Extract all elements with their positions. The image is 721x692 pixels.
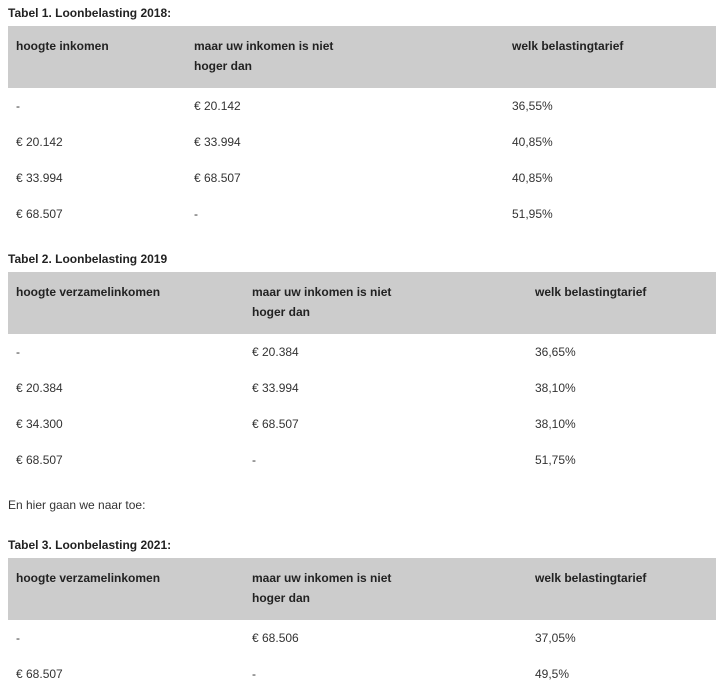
table-row xyxy=(8,160,716,196)
table-cell: € 68.506 xyxy=(252,631,299,645)
table-2 xyxy=(8,272,716,478)
table-cell: - xyxy=(194,207,198,221)
table-cell: 38,10% xyxy=(535,381,576,395)
table-cell: € 20.384 xyxy=(252,345,299,359)
table-cell: € 20.142 xyxy=(194,99,241,113)
column-header: maar uw inkomen is niet hoger dan xyxy=(186,26,504,88)
table-row xyxy=(8,196,716,232)
table-cell: 36,55% xyxy=(512,99,553,113)
table-cell: € 68.507 xyxy=(252,417,299,431)
table-3-caption: Tabel 3. Loonbelasting 2021: xyxy=(8,538,172,552)
column-header: maar uw inkomen is niet hoger dan xyxy=(244,558,527,620)
table-row xyxy=(8,124,716,160)
table-cell: 49,5% xyxy=(535,667,570,681)
table-row xyxy=(8,88,716,124)
column-header: welk belastingtarief xyxy=(504,26,716,88)
table-cell: 36,65% xyxy=(535,345,576,359)
table-cell: € 33.994 xyxy=(194,135,241,149)
table-cell: 40,85% xyxy=(512,171,553,185)
table-row xyxy=(8,656,716,692)
table-row xyxy=(8,406,716,442)
table-cell: € 68.507 xyxy=(16,207,63,221)
column-header: welk belastingtarief xyxy=(527,272,716,334)
column-header: maar uw inkomen is niet hoger dan xyxy=(244,272,527,334)
table-cell: 37,05% xyxy=(535,631,576,645)
table-1-caption: Tabel 1. Loonbelasting 2018: xyxy=(8,6,172,20)
table-cell: € 33.994 xyxy=(252,381,299,395)
table-header-row xyxy=(8,26,716,88)
table-1 xyxy=(8,26,716,232)
table-cell: 51,95% xyxy=(512,207,553,221)
table-header-row xyxy=(8,558,716,620)
column-header: hoogte inkomen xyxy=(8,26,186,88)
table-3 xyxy=(8,558,716,692)
table-row xyxy=(8,334,716,370)
column-header: welk belastingtarief xyxy=(527,558,716,620)
table-cell: 51,75% xyxy=(535,453,576,467)
table-cell: - xyxy=(252,453,256,467)
table-cell: € 33.994 xyxy=(16,171,63,185)
table-cell: € 68.507 xyxy=(16,667,63,681)
column-header: hoogte verzamelinkomen xyxy=(8,558,244,620)
table-cell: - xyxy=(252,667,256,681)
table-cell: € 20.142 xyxy=(16,135,63,149)
table-cell: € 68.507 xyxy=(16,453,63,467)
table-row xyxy=(8,442,716,478)
table-row xyxy=(8,370,716,406)
table-cell: - xyxy=(16,99,20,113)
table-2-caption: Tabel 2. Loonbelasting 2019 xyxy=(8,252,168,266)
table-cell: 38,10% xyxy=(535,417,576,431)
table-cell: 40,85% xyxy=(512,135,553,149)
table-header-row xyxy=(8,272,716,334)
table-cell: - xyxy=(16,631,20,645)
table-row xyxy=(8,620,716,656)
table-cell: € 68.507 xyxy=(194,171,241,185)
table-cell: - xyxy=(16,345,20,359)
table-cell: € 34.300 xyxy=(16,417,63,431)
column-header: hoogte verzamelinkomen xyxy=(8,272,244,334)
intro-paragraph: En hier gaan we naar toe: xyxy=(8,498,146,512)
table-cell: € 20.384 xyxy=(16,381,63,395)
